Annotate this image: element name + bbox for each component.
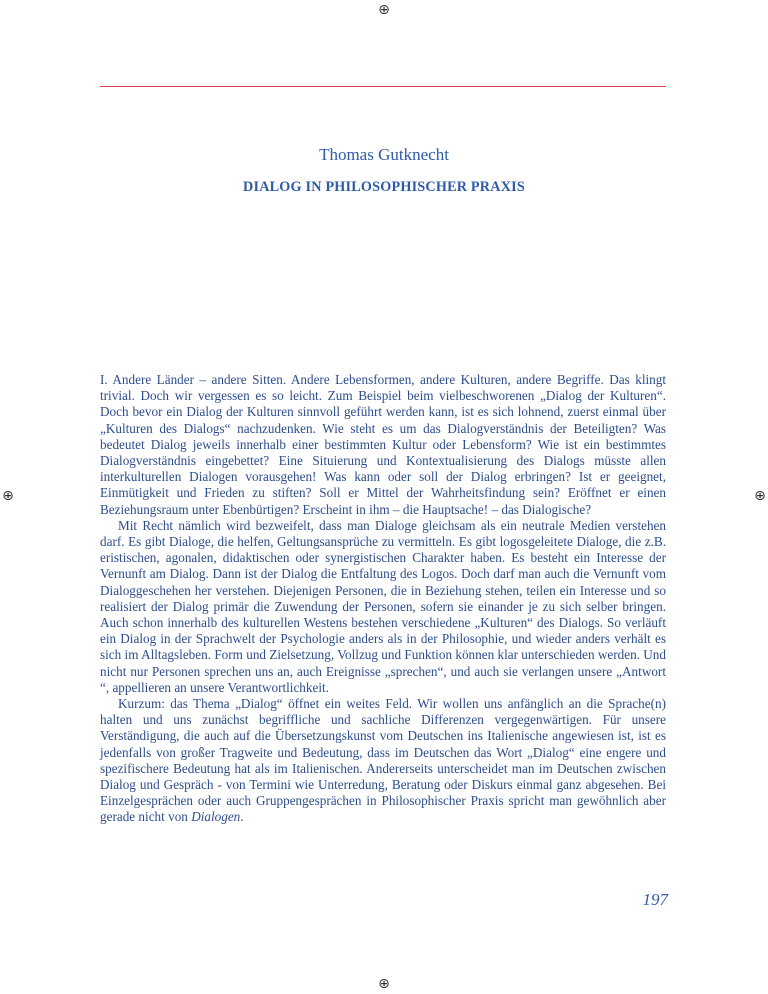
article-title: DIALOG IN PHILOSOPHISCHER PRAXIS bbox=[243, 179, 525, 195]
paragraph-end-punctuation: . bbox=[240, 809, 244, 825]
paragraph: I. Andere Länder – andere Sitten. Andere Lebensformen, andere Kulturen, andere Begriffe. Das klingt trivial. Doch wir vergessen es so leicht. Zum Beispiel beim vielbeschworenen „Dialog der Kulturen“. Doch bevor ein Dialog der Kulturen sinnvoll geführt werden kann, ist es sich lohnend, zuerst einmal über „Kulturen des Dialogs“ nachzudenken. Wie steht es um das Dialogverständnis der Beteiligten? Was bedeutet Dialog jeweils innerhalb einer bestimmten Kultur oder Lebensform? Wie ist ein bestimmtes Dialogverständnis eingebettet? Eine Situierung und Kontextualisierung des Dialogs müsste allen interkulturellen Dialogen vorausgehen! Was kann oder soll der Dialog erbringen? Ist er geeignet, Einmütigkeit und Frieden zu stiften? Soll er Mittel der Wahrheitsfindung sein? Eröffnet er einen Beziehungsraum unter Ebenbürtigen? Erscheint in ihm – die Hauptsache! – das Dialogische? bbox=[100, 372, 666, 517]
paragraph bbox=[100, 696, 666, 826]
author-name: Thomas Gutknecht bbox=[319, 145, 449, 164]
registration-mark-icon: ⊕ bbox=[378, 976, 390, 992]
registration-mark-icon: ⊕ bbox=[378, 2, 390, 18]
registration-mark-icon: ⊕ bbox=[2, 488, 14, 504]
registration-mark-icon: ⊕ bbox=[754, 488, 766, 504]
paragraph-text: Kurzum: das Thema „Dialog“ öffnet ein weites Feld. Wir wollen uns anfänglich an die Sprache(n) halten und uns zunächst begriffliche und sachliche Differenzen vergegenwärtigen. Für unsere Verständigung, die auch auf die Übersetzungskunst vom Deutschen ins Italienische angewiesen ist, ist es jedenfalls von großer Tragweite und Bedeutung, dass im Deutschen das Wort „Dialog“ eine engere und spezifischere Bedeutung hat als im Italienischen. Andererseits unterscheidet man im Deutschen zwischen Dialog und Gespräch - von Termini wie Unterredung, Beratung oder Diskurs einmal ganz abgesehen. Bei Einzelgesprächen oder auch Gruppengesprächen in Philosophischer Praxis spricht man gewöhnlich aber gerade nicht von bbox=[100, 696, 666, 825]
page-number: 197 bbox=[642, 890, 668, 909]
paragraph: Mit Recht nämlich wird bezweifelt, dass man Dialoge gleichsam als ein neutrale Medien verstehen darf. Es gibt Dialoge, die helfen, Geltungsansprüche zu vermitteln. Es gibt logosgeleitete Dialoge, die z.B. eristischen, agonalen, didaktischen oder synergistischen Charakter haben. Es besteht ein Interesse der Vernunft am Dialog. Dann ist der Dialog die Entfaltung des Logos. Doch darf man auch die Vernunft vom Dialoggeschehen her verstehen. Diejenigen Personen, die in Beziehung stehen, teilen ein Interesse und so realisiert der Dialog primär die Zuwendung der Personen, sofern sie einander je zu sich selber bringen. Auch schon innerhalb des kulturellen Westens bestehen verschiedene „Kulturen“ des Dialogs. So verläuft ein Dialog in der Sprachwelt der Psychologie anders als in der Philosophie, und wieder anders verhält es sich im Alltagsleben. Form und Zielsetzung, Vollzug und Funktion können klar unterschieden werden. Und nicht nur Personen sprechen uns an, auch Ereignisse „sprechen“, und auch sie verlangen unsere „Antwort “, appellieren an unsere Verantwortlichkeit. bbox=[100, 517, 666, 695]
emphasized-word: Dialogen bbox=[191, 809, 241, 825]
article-body bbox=[100, 372, 666, 826]
header-rule bbox=[100, 86, 666, 87]
